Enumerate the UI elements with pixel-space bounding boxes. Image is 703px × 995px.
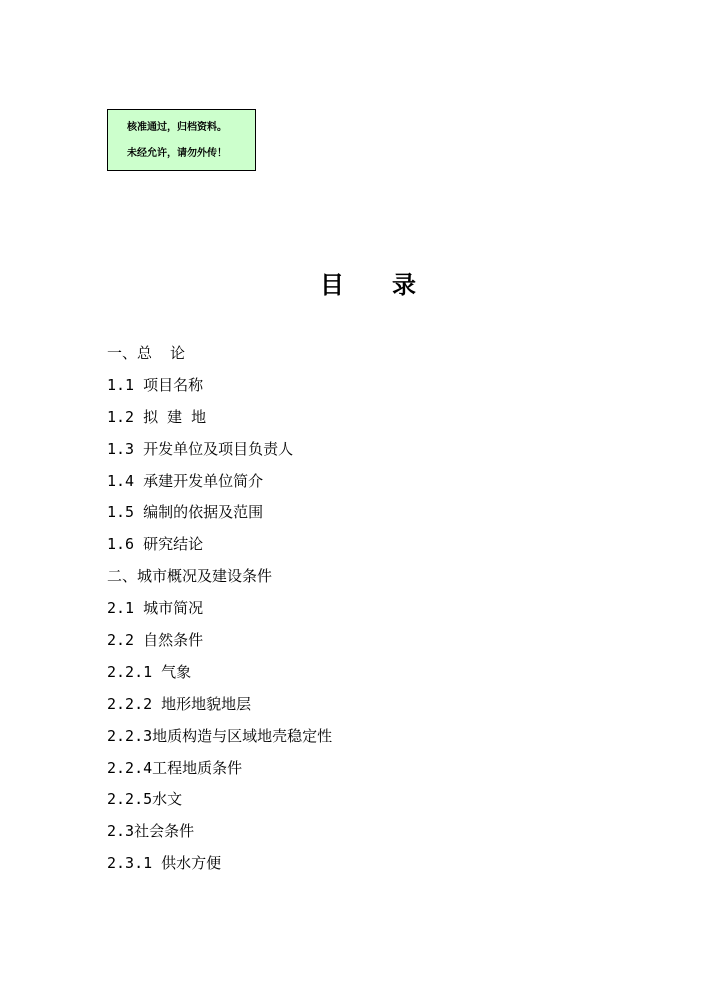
toc-item[interactable]: 一、总 论	[107, 344, 186, 362]
toc-item[interactable]: 1.5 编制的依据及范围	[107, 503, 264, 522]
stamp-line-approved: 核准通过，归档资料。	[127, 122, 227, 133]
title-char-1: 目	[320, 270, 344, 299]
toc-item[interactable]: 2.3.1 供水方便	[107, 854, 222, 873]
table-of-contents	[107, 341, 332, 883]
approval-stamp	[107, 109, 256, 171]
toc-item[interactable]: 1.3 开发单位及项目负责人	[107, 439, 294, 458]
toc-item[interactable]: 二、城市概况及建设条件	[107, 567, 273, 586]
toc-item[interactable]: 2.2.2 地形地貌地层	[107, 694, 252, 713]
toc-item[interactable]: 2.2.3地质构造与区域地壳稳定性	[107, 726, 333, 745]
toc-item[interactable]: 2.2 自然条件	[107, 631, 204, 650]
toc-item[interactable]: 2.3社会条件	[107, 822, 195, 841]
toc-item[interactable]: 1.6 研究结论	[107, 535, 204, 554]
toc-item[interactable]: 1.4 承建开发单位简介	[107, 471, 264, 490]
toc-item[interactable]: 2.2.5水文	[107, 790, 183, 809]
toc-item[interactable]: 1.2 拟 建 地	[107, 407, 207, 426]
stamp-line-confidential: 未经允许，请勿外传！	[127, 148, 227, 159]
toc-item[interactable]: 2.2.1 气象	[107, 662, 192, 681]
toc-item[interactable]: 2.1 城市简况	[107, 599, 204, 618]
toc-item[interactable]: 1.1 项目名称	[107, 375, 204, 394]
title-char-2: 录	[392, 270, 416, 299]
page-title	[320, 270, 416, 300]
toc-item[interactable]: 2.2.4工程地质条件	[107, 758, 243, 777]
